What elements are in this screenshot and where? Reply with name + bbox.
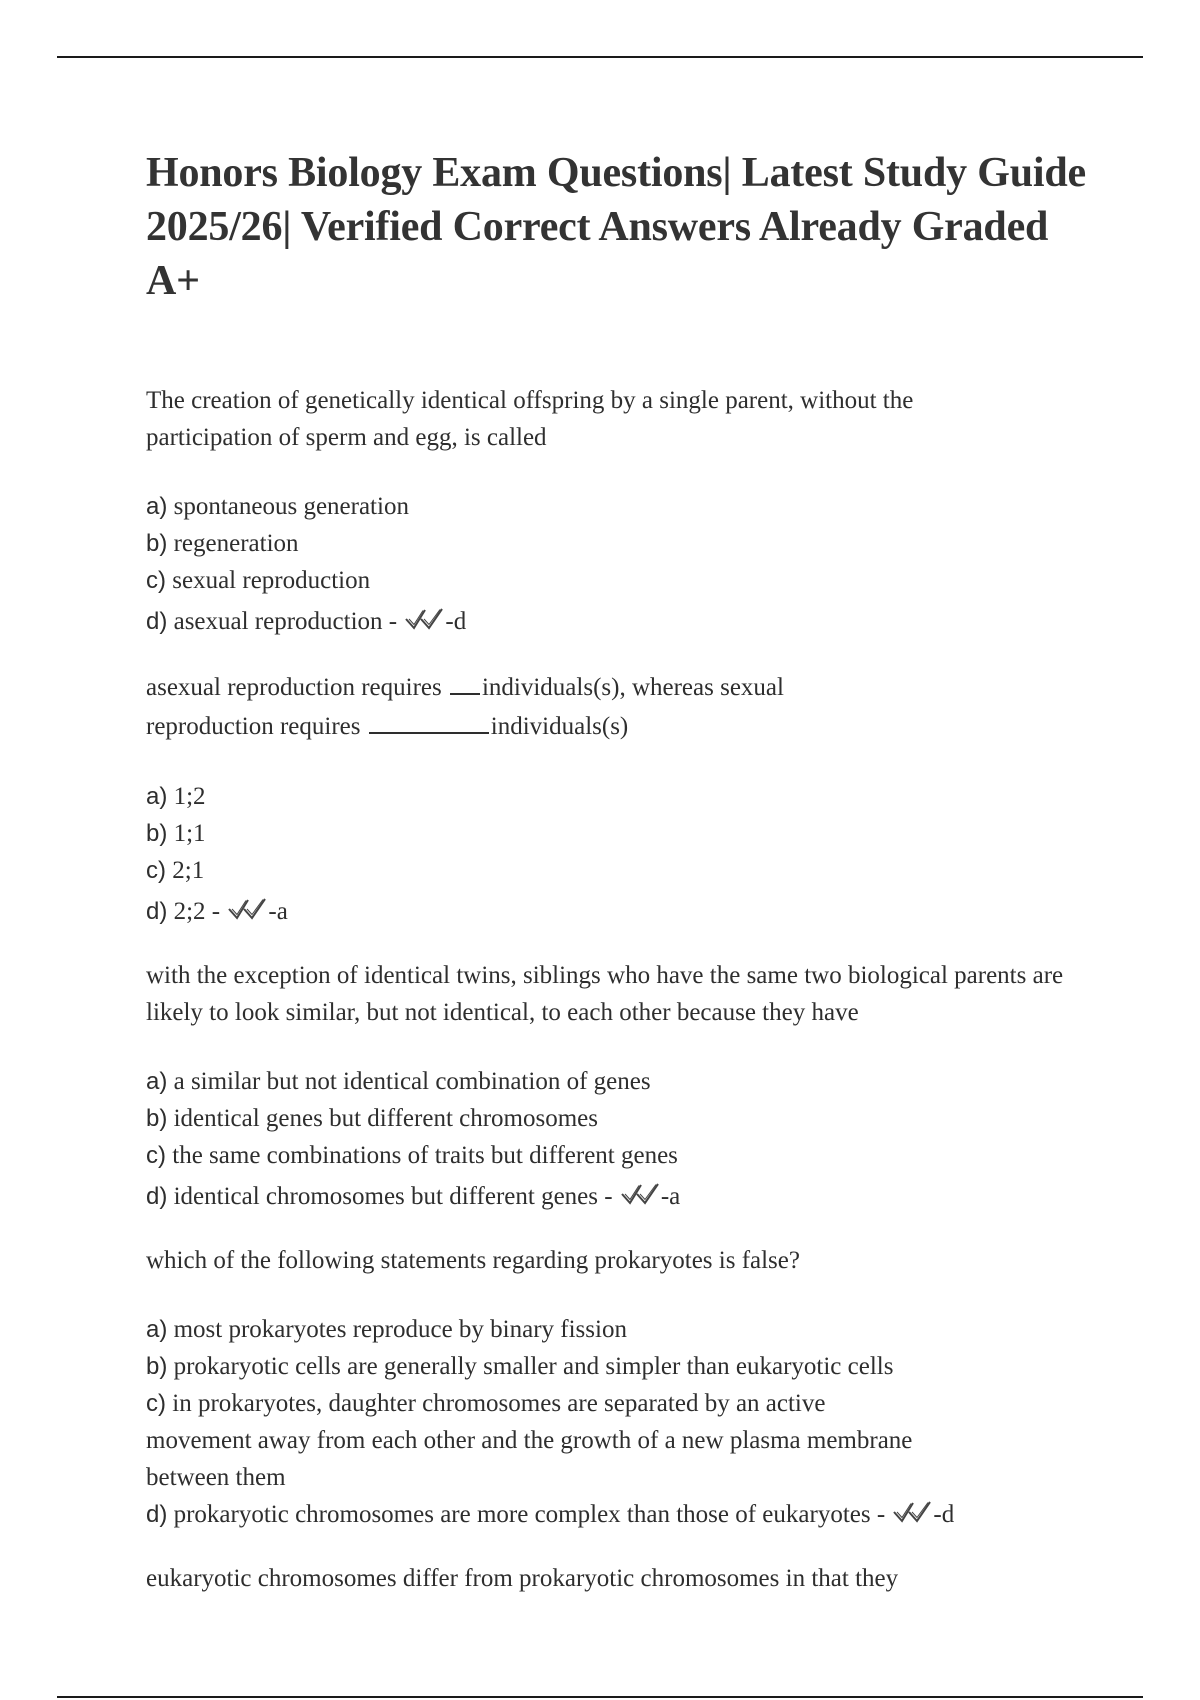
option-d: d) prokaryotic chromosomes are more complex than those of eukaryotes - -d xyxy=(146,1496,1006,1533)
verified-check-icon xyxy=(226,895,268,923)
answer-label: -d xyxy=(445,608,467,635)
question-4-text: which of the following statements regarding prokaryotes is false? xyxy=(146,1247,800,1274)
option-a: a) 1;2 xyxy=(146,783,206,810)
question-4-options xyxy=(146,1311,1106,1533)
option-c: c) the same combinations of traits but different genes xyxy=(146,1142,678,1169)
page-title: Honors Biology Exam Questions| Latest Study Guide 2025/26| Verified Correct Answers Already Graded A+ xyxy=(146,150,1086,304)
verified-check-icon xyxy=(403,605,445,633)
option-a: a) most prokaryotes reproduce by binary fission xyxy=(146,1316,627,1343)
question-5-text: eukaryotic chromosomes differ from prokaryotic chromosomes in that they xyxy=(146,1565,899,1592)
question-1-options xyxy=(146,488,1106,640)
option-c: c) in prokaryotes, daughter chromosomes are separated by an active movement away from each other and the growth of a new plasma membrane between them xyxy=(146,1390,913,1491)
option-d: d) identical chromosomes but different genes - -a xyxy=(146,1178,1106,1215)
question-2-options xyxy=(146,778,1106,930)
bottom-rule xyxy=(57,1696,1143,1698)
option-b: b) 1;1 xyxy=(146,820,206,847)
option-c: c) sexual reproduction xyxy=(146,567,371,594)
question-3-options xyxy=(146,1063,1106,1215)
option-a: a) spontaneous generation xyxy=(146,493,409,520)
option-a: a) a similar but not identical combination of genes xyxy=(146,1068,651,1095)
option-b: b) identical genes but different chromosomes xyxy=(146,1105,599,1132)
answer-label: -a xyxy=(268,898,288,925)
option-b: b) prokaryotic cells are generally smaller and simpler than eukaryotic cells xyxy=(146,1353,894,1380)
option-d: d) asexual reproduction - -d xyxy=(146,603,1106,640)
question-3-text: with the exception of identical twins, siblings who have the same two biological parents are likely to look similar, but not identical, to each other because they have xyxy=(146,962,1064,1026)
option-c: c) 2;1 xyxy=(146,857,205,884)
answer-label: -a xyxy=(660,1183,681,1210)
verified-check-icon xyxy=(891,1498,933,1526)
top-rule xyxy=(57,56,1143,58)
option-b: b) regeneration xyxy=(146,530,299,557)
answer-label: -d xyxy=(933,1501,955,1528)
answer-blank xyxy=(369,706,489,734)
verified-check-icon xyxy=(619,1180,661,1208)
document-body xyxy=(146,146,1106,1597)
answer-blank xyxy=(450,667,480,695)
question-1-text: The creation of genetically identical offspring by a single parent, without the participation of sperm and egg, is called xyxy=(146,387,914,451)
option-d: d) 2;2 - -a xyxy=(146,893,1106,930)
question-2-text: asexual reproduction requires individuals(s), whereas sexual reproduction requires individuals(s) xyxy=(146,667,906,745)
